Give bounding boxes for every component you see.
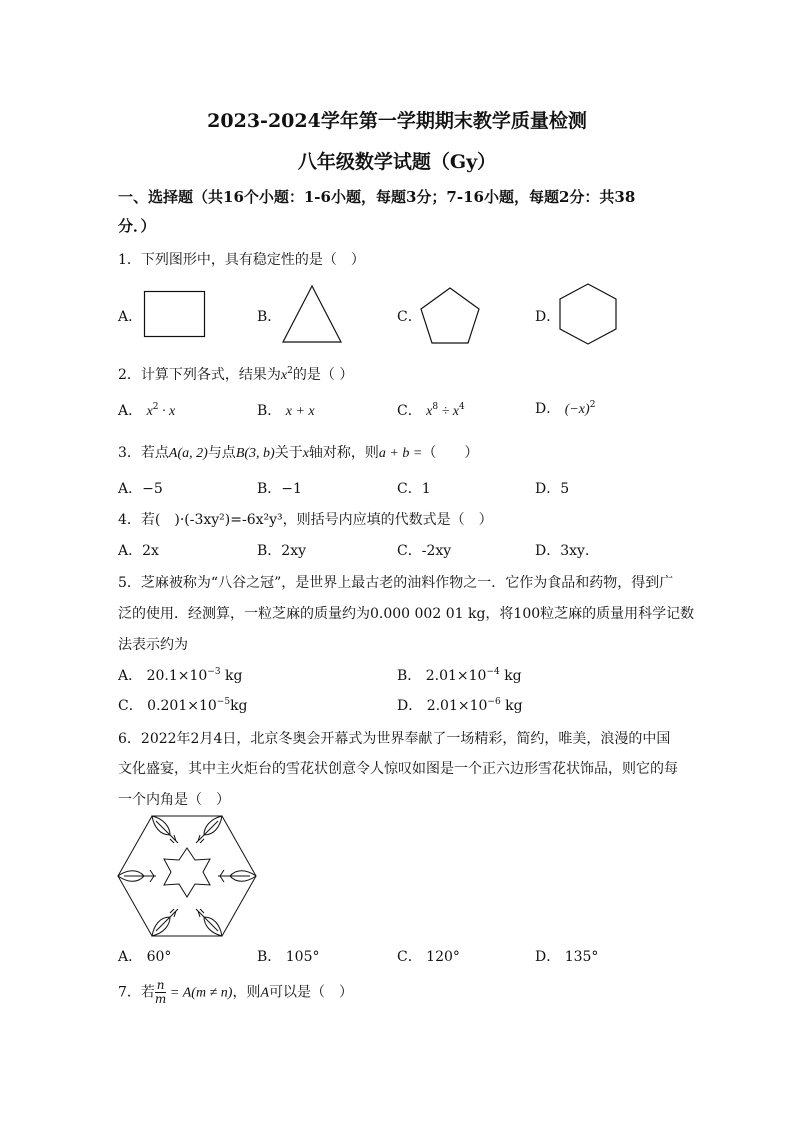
q3-option-b: B．−1 (257, 481, 302, 497)
q7-fraction: $\frac{n}{m}$ (154, 978, 167, 1006)
q5-line1: 5．芝麻被称为“八谷之冠”，是世界上最古老的油料作物之一．它作为食品和药物，得到广 (118, 575, 674, 591)
q4-option-b: B．2xy (257, 543, 307, 559)
q1-option-d-label: D． (535, 309, 561, 325)
q7-stem: 7．若 $\frac{n}{m}$ = A(m ≠ n)，则A可以是（ ） (118, 978, 353, 1006)
q2-option-a: A． $x^2 \cdot x$ (118, 402, 176, 419)
triangle-figure (281, 284, 343, 344)
rectangle-figure (143, 290, 207, 338)
q6-option-a: A． 60° (118, 949, 172, 965)
pentagon-figure (418, 286, 482, 346)
exam-title: 2023-2024学年第一学期期末教学质量检测 (207, 110, 587, 132)
q2-option-b: B． x + x (257, 403, 315, 419)
q5-option-a: A． $20.1\times 10^{-3}$ kg (118, 667, 243, 684)
q2-stem: 2．计算下列各式，结果为$x^2$的是（ ） (118, 366, 354, 383)
q6-line1: 6．2022年2月4日，北京冬奥会开幕式为世界奉献了一场精彩，简约，唯美，浪漫的中国 (118, 731, 671, 747)
q3-stem: 3．若点A(a, 2)与点B(3, b)关于x轴对称，则a + b =（ ） (118, 445, 479, 461)
q5-line2: 泛的使用．经测算，一粒芝麻的质量约为0.000 002 01 kg，将100粒芝麻的质量用科学记数 (118, 606, 695, 622)
q6-option-c: C． 120° (397, 949, 460, 965)
q4-option-d: D．3xy． (535, 543, 599, 559)
q4-stem: 4．若( )·(-3xy²)=-6x²y³，则括号内应填的代数式是（ ） (118, 512, 493, 528)
q3-option-d: D．5 (535, 481, 570, 497)
section-heading-line1: 一、选择题（共16个小题：1-6小题，每题3分；7-16小题，每题2分：共38 (118, 188, 636, 206)
q5-option-b: B． $2.01\times 10^{-4}$ kg (397, 667, 522, 684)
q6-option-b: B． 105° (257, 949, 320, 965)
snowflake-hexagon-figure (116, 813, 258, 939)
q4-option-c: C．-2xy (397, 543, 452, 559)
q2-option-d: D． $(-x)^2$ (535, 400, 596, 417)
q5-option-c: C． $0.201\times 10^{-5}kg$ (118, 697, 248, 714)
q1-option-a-label: A． (118, 309, 143, 325)
q3-option-c: C．1 (397, 481, 431, 497)
exam-subtitle: 八年级数学试题（Gy） (297, 151, 497, 173)
hexagon-figure (557, 282, 619, 346)
q6-option-d: D． 135° (535, 949, 599, 965)
q2-option-c: C． $x^8 \div x^4$ (397, 402, 465, 419)
q5-option-d: D． $2.01\times 10^{-6}$ kg (397, 697, 523, 714)
q4-option-a: A．2x (118, 543, 159, 559)
q6-line3: 一个内角是（ ） (118, 792, 230, 808)
q1-option-b-label: B． (257, 309, 282, 325)
q5-line3: 法表示约为 (118, 637, 188, 653)
q6-line2: 文化盛宴，其中主火炬台的雪花状创意令人惊叹如图是一个正六边形雪花状饰品，则它的每 (118, 761, 678, 777)
q3-option-a: A．−5 (118, 481, 163, 497)
q1-stem: 1．下列图形中，具有稳定性的是（ ） (118, 252, 365, 268)
section-heading-line2: 分．） (118, 217, 156, 235)
q1-option-c-label: C． (397, 309, 422, 325)
